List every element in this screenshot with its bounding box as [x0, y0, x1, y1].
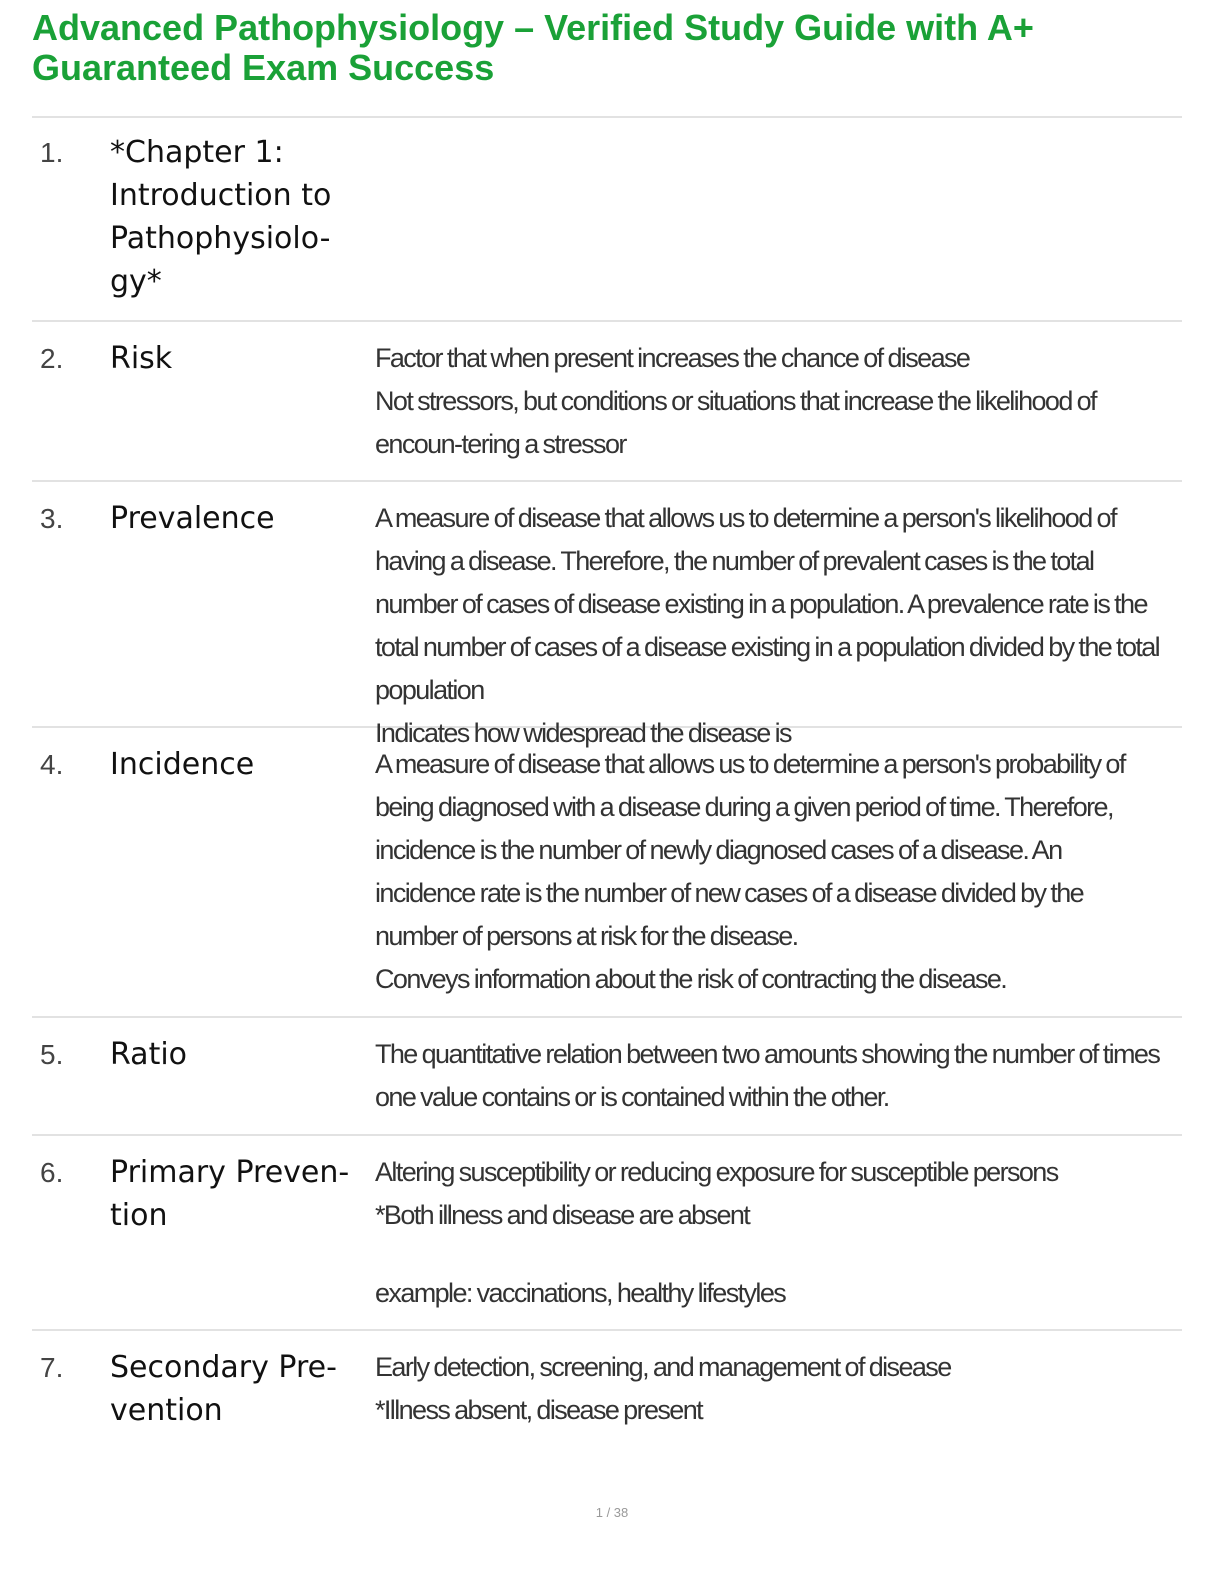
item-number: 6.: [40, 1157, 64, 1188]
item-number: 4.: [40, 749, 64, 780]
item-term: Secondary Pre-vention: [110, 1350, 337, 1428]
list-item: [32, 1018, 1182, 1136]
definition-line: *Both illness and disease are absent: [375, 1200, 750, 1230]
item-term: Incidence: [110, 747, 255, 782]
definition-line: Early detection, screening, and management of disease: [375, 1352, 951, 1382]
list-item: [32, 1331, 1182, 1441]
item-term: Prevalence: [110, 501, 275, 536]
title-line-2: Guaranteed Exam Success: [32, 47, 495, 88]
list-item: [32, 482, 1182, 748]
item-number: 1.: [40, 137, 64, 168]
item-term: Ratio: [110, 1037, 188, 1072]
list-item: [32, 728, 1182, 1018]
item-definition: [375, 1346, 1182, 1441]
item-definition: [375, 1151, 1182, 1329]
definition-line: Altering susceptibility or reducing exposure for susceptible persons: [375, 1157, 1058, 1187]
document-title: [32, 8, 1132, 88]
item-definition: [345, 131, 1182, 320]
item-number: 7.: [40, 1352, 64, 1383]
item-number: 5.: [40, 1039, 64, 1070]
item-definition: [375, 743, 1182, 1016]
item-number: 3.: [40, 503, 64, 534]
list-item: [32, 1136, 1182, 1331]
list-item: [32, 118, 1182, 322]
flashcard-list: [32, 116, 1182, 1441]
page-number: 1 / 38: [595, 1505, 629, 1520]
definition-line: example: vaccinations, healthy lifestyles: [375, 1278, 786, 1308]
title-line-1: Advanced Pathophysiology – Verified Study Guide with A+: [32, 7, 1034, 48]
item-definition: [375, 497, 1182, 748]
definition-spacer: [375, 1237, 1164, 1272]
definition-line: Indicates how widespread the disease is: [375, 718, 791, 748]
definition-line: Conveys information about the risk of contracting the disease.: [375, 964, 1007, 994]
item-term: Risk: [110, 341, 173, 376]
item-definition: [375, 1033, 1182, 1134]
definition-line: Not stressors, but conditions or situations that increase the likelihood of encoun-tering a stressor: [375, 386, 1096, 459]
item-definition: [375, 337, 1182, 480]
item-number: 2.: [40, 343, 64, 374]
item-term: Primary Preven-tion: [110, 1155, 350, 1233]
definition-line: A measure of disease that allows us to determine a person's likelihood of having a disease. Therefore, the number of prevalent cases is the total number of cases of disease existing in a population. A prevalence rate is the total number of cases of a disease existing in a population divided by the total population: [375, 503, 1160, 705]
definition-line: Factor that when present increases the chance of disease: [375, 343, 970, 373]
definition-line: *Illness absent, disease present: [375, 1395, 703, 1425]
definition-line: The quantitative relation between two amounts showing the number of times one value contains or is contained within the other.: [375, 1039, 1160, 1112]
item-term: *Chapter 1: Introduction to Pathophysiolo-gy*: [110, 135, 332, 299]
list-item: [32, 322, 1182, 482]
definition-line: A measure of disease that allows us to determine a person's probability of being diagnosed with a disease during a given period of time. Therefore, incidence is the number of newly diagnosed cases of a disease. An incidence rate is the number of new cases of a disease divided by the number of persons at risk for the disease.: [375, 749, 1125, 951]
